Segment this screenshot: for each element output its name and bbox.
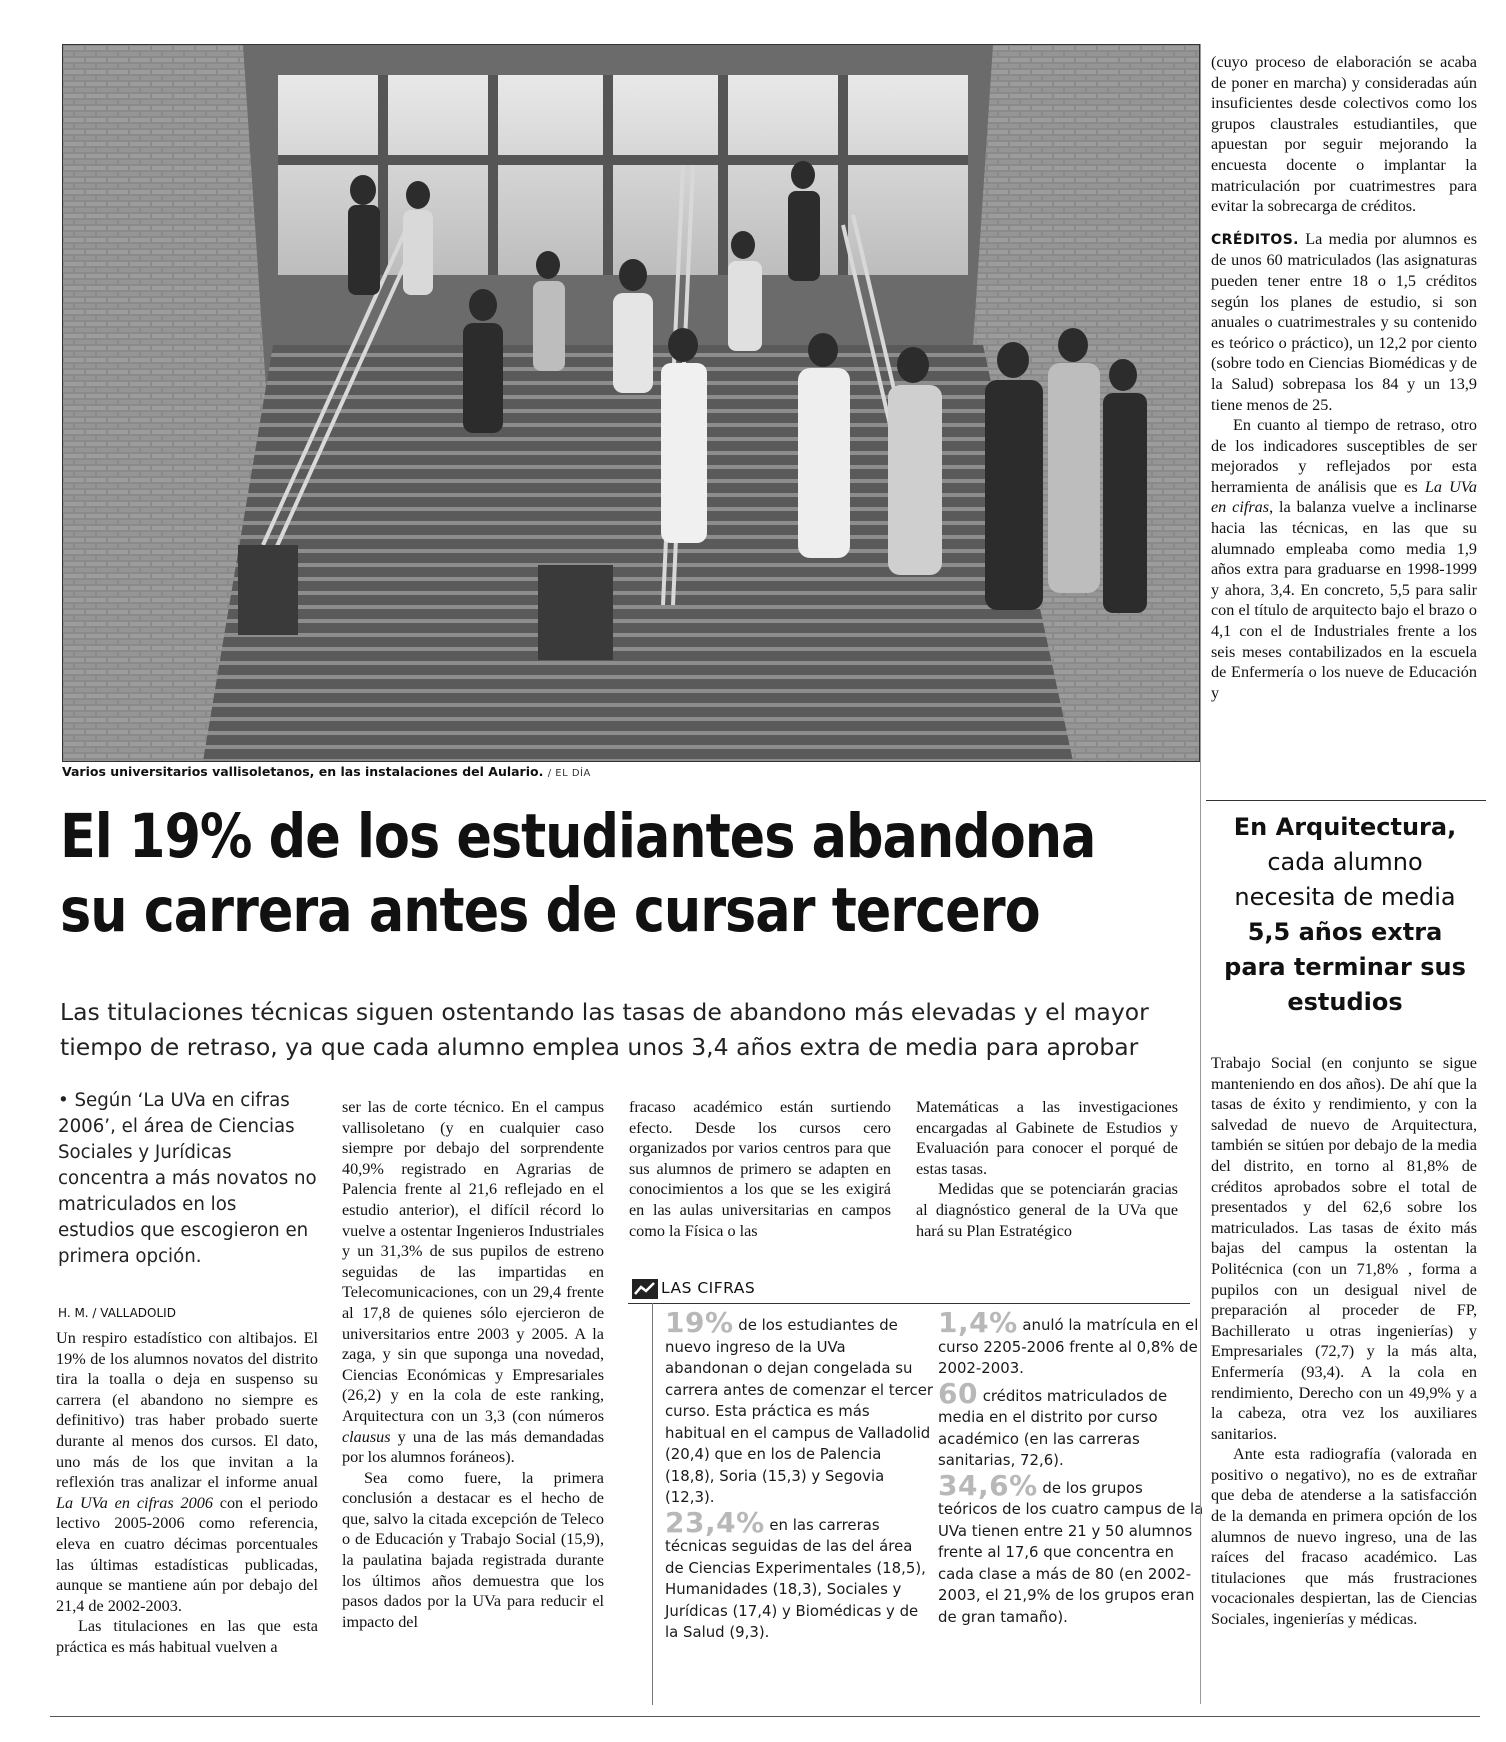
pull-quote-line: 5,5 años extra <box>1247 918 1443 946</box>
lead-paragraph: • Según ‘La UVa en cifras 2006’, el área de Ciencias Sociales y Jurídicas concentra a más novatos no matriculados en los estudios que escogieron en primera opción. <box>58 1090 317 1267</box>
text-run: ser las de corte técnico. En el campus vallisoletano (y en cualquier caso siempre por debajo del sorprendente 40,9% registrado en Agrarias de Palencia frente al 21,6 reflejado en el estudio anterior), el difícil récord lo vuelve a ostentar Ingenieros Industriales y un 31,3% de sus pupilos de estreno seguidas de las impartidas en Telecomunicaciones, con un 29,4 frente al 17,8 de quienes sólo ejercieron de universitarios entre 2003 y 2005. A la zaga, y sin que suponga una novedad, Ciencias Económicas y Empresariales (26,2) y en la cola de este ranking, Arquitectura con un 3,3 (con números <box>342 1098 604 1425</box>
body-column-3 <box>629 1097 891 1241</box>
cifras-column-left <box>665 1306 934 1647</box>
pull-quote <box>1206 810 1484 1020</box>
cifras-header <box>628 1275 1190 1304</box>
column-divider <box>652 1303 653 1705</box>
subheadline: Las titulaciones técnicas siguen ostentando las tasas de abandono más elevadas y el mayor tiempo de retraso, ya que cada alumno emplea unos 3,4 años extra de media para aprobar <box>60 998 1149 1061</box>
paragraph <box>56 1328 318 1616</box>
cifra-text: créditos matriculados de media en el distrito por curso académico (en las carreras sanitarias, 72,6). <box>938 1386 1168 1469</box>
cifra-figure: 23,4% <box>665 1505 765 1539</box>
photo-caption <box>62 764 591 779</box>
paragraph: fracaso académico están surtiendo efecto. Desde los cursos cero organizados por varios centros para que sus alumnos de primero se adapten en conocimientos a los que se les exigirá en las aulas universitarias en campos como la Física o las <box>629 1098 891 1240</box>
pull-quote-line: para terminar sus <box>1224 953 1466 981</box>
paragraph: Las titulaciones en las que esta práctica es más habitual vuelven a <box>56 1617 318 1656</box>
paragraph: Matemáticas a las investigaciones encargadas al Gabinete de Estudios y Evaluación para conocer el porqué de estas tasas. <box>916 1098 1178 1178</box>
headline <box>60 800 1096 948</box>
body-column-5 <box>1211 52 1477 703</box>
article-photo <box>62 44 1200 762</box>
cifra-text: anuló la matrícula en el curso 2205-2006 frente al 0,8% de 2002-2003. <box>938 1316 1199 1377</box>
headline-line-1: El 19% de los estudiantes abandona <box>60 801 1096 872</box>
headline-line-2: su carrera antes de cursar tercero <box>60 875 1040 946</box>
stairway-photo-illustration <box>63 45 1199 761</box>
pull-quote-line: En Arquitectura, <box>1233 813 1457 841</box>
byline: H. M. / VALLADOLID <box>58 1306 176 1320</box>
text-run: Un respiro estadístico con altibajos. El 19% de los alumnos novatos del distrito tira la toalla o deja en suspenso su carrera (el abandono no siempre es definitivo) tras haber probado suerte durante al menos dos cursos. El dato, uno más de los que invitan a la reflexión tras analizar el informe anual <box>56 1329 318 1492</box>
column-divider <box>1200 44 1201 1704</box>
cifra-item <box>938 1306 1206 1380</box>
paragraph: Trabajo Social (en conjunto se sigue manteniendo en dos años). De ahí que la tasas de éxito y rendimiento, y con la salvedad de nuevo de Arquitectura, también se sitúen por debajo de la media del distrito, en torno al 81,8% de créditos aprobados sobre el total de presentados y del 62,6 sobre los matriculados. Las tasas de éxito más bajas del campus la ostentan la Politécnica (con un 71,8% , forma a pupilos con un desigual nivel de preparación al proceder de FP, Bachillerato u otras ingenierías) y Empresariales (72,7) y la más alta, Enfermería (93,4). A la cola en rendimiento, Derecho con un 49,9% y a la cabeza, otra vez los auxiliares sanitarios. <box>1211 1054 1477 1443</box>
text-run: con el periodo lectivo 2005-2006 como referencia, eleva en cuatro décimas porcentuales las últimas estadísticas publicadas, aunque se mantiene aún por debajo del 21,4 de 2002-2003. <box>56 1493 318 1615</box>
italic-title: La UVa en cifras <box>1211 477 1477 517</box>
cifra-figure: 1,4% <box>938 1306 1018 1339</box>
cifra-figure: 60 <box>938 1376 978 1410</box>
paragraph: (cuyo proceso de elaboración se acaba de poner en marcha) y consideradas aún insuficientes desde colectivos como los grupos claustrales estudiantiles, que apuestan por seguir mejorando la encuesta docente o implantar la matriculación por cuatrimestres para evitar la sobrecarga de créditos. <box>1211 53 1477 216</box>
cifras-title: LAS CIFRAS <box>661 1279 756 1297</box>
pull-quote-line: necesita de media <box>1234 883 1456 911</box>
paragraph <box>1211 415 1477 703</box>
section-label: CRÉDITOS. <box>1211 231 1299 248</box>
cifras-column-right <box>938 1306 1206 1631</box>
cifra-item <box>938 1376 1206 1472</box>
chart-trend-icon <box>632 1279 658 1299</box>
paragraph: Ante esta radiografía (valorada en positivo o negativo), no es de extrañar que deba de atenderse a la satisfacción de la demanda en primera opción de los alumnos de nuevo ingreso, una de las raíces del fracaso académico. Las titulaciones que más frustraciones vocacionales despiertan, las de Ciencias Sociales, ingenierías y médicas. <box>1211 1445 1477 1629</box>
bottom-rule <box>50 1716 1480 1717</box>
cifra-item <box>665 1306 934 1509</box>
body-column-1 <box>56 1328 318 1658</box>
paragraph: Sea como fuere, la primera conclusión a destacar es el hecho de que, salvo la citada excepción de Teleco o de Educación y Trabajo Social (15,9), la paulatina bajada registrada durante los últimos años demuestra que los pasos dados por la UVa para reducir el impacto del <box>342 1468 604 1631</box>
body-column-4 <box>916 1097 1178 1241</box>
italic-term: clausus <box>342 1427 391 1446</box>
pull-quote-line: estudios <box>1287 988 1403 1016</box>
paragraph: Medidas que se potenciarán gracias al diagnóstico general de la UVa que hará su Plan Estratégico <box>916 1180 1178 1240</box>
text-run: y una de las más demandadas por los alumnos foráneos). <box>342 1427 604 1467</box>
text-run: En cuanto al tiempo de retraso, otro de los indicadores susceptibles de ser mejorados y reflejados por esta herramienta de análisis que es <box>1211 416 1477 496</box>
paragraph <box>1211 229 1477 415</box>
pull-quote-line: cada alumno <box>1267 848 1423 876</box>
italic-title: La UVa en cifras 2006 <box>56 1493 213 1512</box>
text-run: La media por alumnos es de unos 60 matriculados (las asignaturas pueden tener entre 18 o 1,5 créditos según los planes de estudio, si son anuales o cuatrimestrales y su contenido es teórico o práctico), un 12,2 por ciento (sobre todo en Ciencias Biomédicas y de la Salud) sobrepasa los 84 y un 13,9 tiene menos de 25. <box>1211 229 1477 414</box>
cifra-text: de los estudiantes de nuevo ingreso de la UVa abandonan o dejan congelada su carrera antes de comenzar el tercer curso. Esta práctica es más habitual en el campus de Valladolid (20,4) que en los de Palencia (18,8), Soria (15,3) y Segovia (12,3). <box>665 1316 934 1506</box>
cifra-item <box>665 1505 933 1644</box>
cifra-text: en las carreras técnicas seguidas de las del área de Ciencias Experimentales (18,5), Humanidades (18,3), Sociales y Jurídicas (17,4) y Biomédicas y de la Salud (9,3). <box>665 1515 926 1641</box>
body-column-6 <box>1211 1053 1477 1630</box>
photo-credit: / EL DÍA <box>547 768 591 779</box>
paragraph <box>342 1097 604 1468</box>
text-run: , la balanza vuelve a inclinarse hacia las técnicas, en las que su alumnado empleaba como media 1,9 años extra para graduarse en 1998-1999 y ahora, 3,4. En concreto, 5,5 para salir con el título de arquitecto bajo el brazo o 4,1 con el de Industriales frente a los seis meses contabilizados en la escuela de Enfermería o los nueve de Educación y <box>1211 498 1477 702</box>
cifra-item <box>938 1468 1206 1629</box>
caption-text: Varios universitarios vallisoletanos, en las instalaciones del Aulario. <box>62 764 544 779</box>
cifra-figure: 19% <box>665 1306 734 1339</box>
cifra-text: de los grupos teóricos de los cuatro campus de la UVa tienen entre 21 y 50 alumnos frente al 17,6 que concentra en cada clase a más de 80 (en 2002-2003, el 21,9% de los grupos eran de gran tamaño). <box>938 1478 1204 1626</box>
body-column-2 <box>342 1097 604 1632</box>
cifra-figure: 34,6% <box>938 1468 1038 1502</box>
sidebox-rule <box>1206 800 1486 801</box>
